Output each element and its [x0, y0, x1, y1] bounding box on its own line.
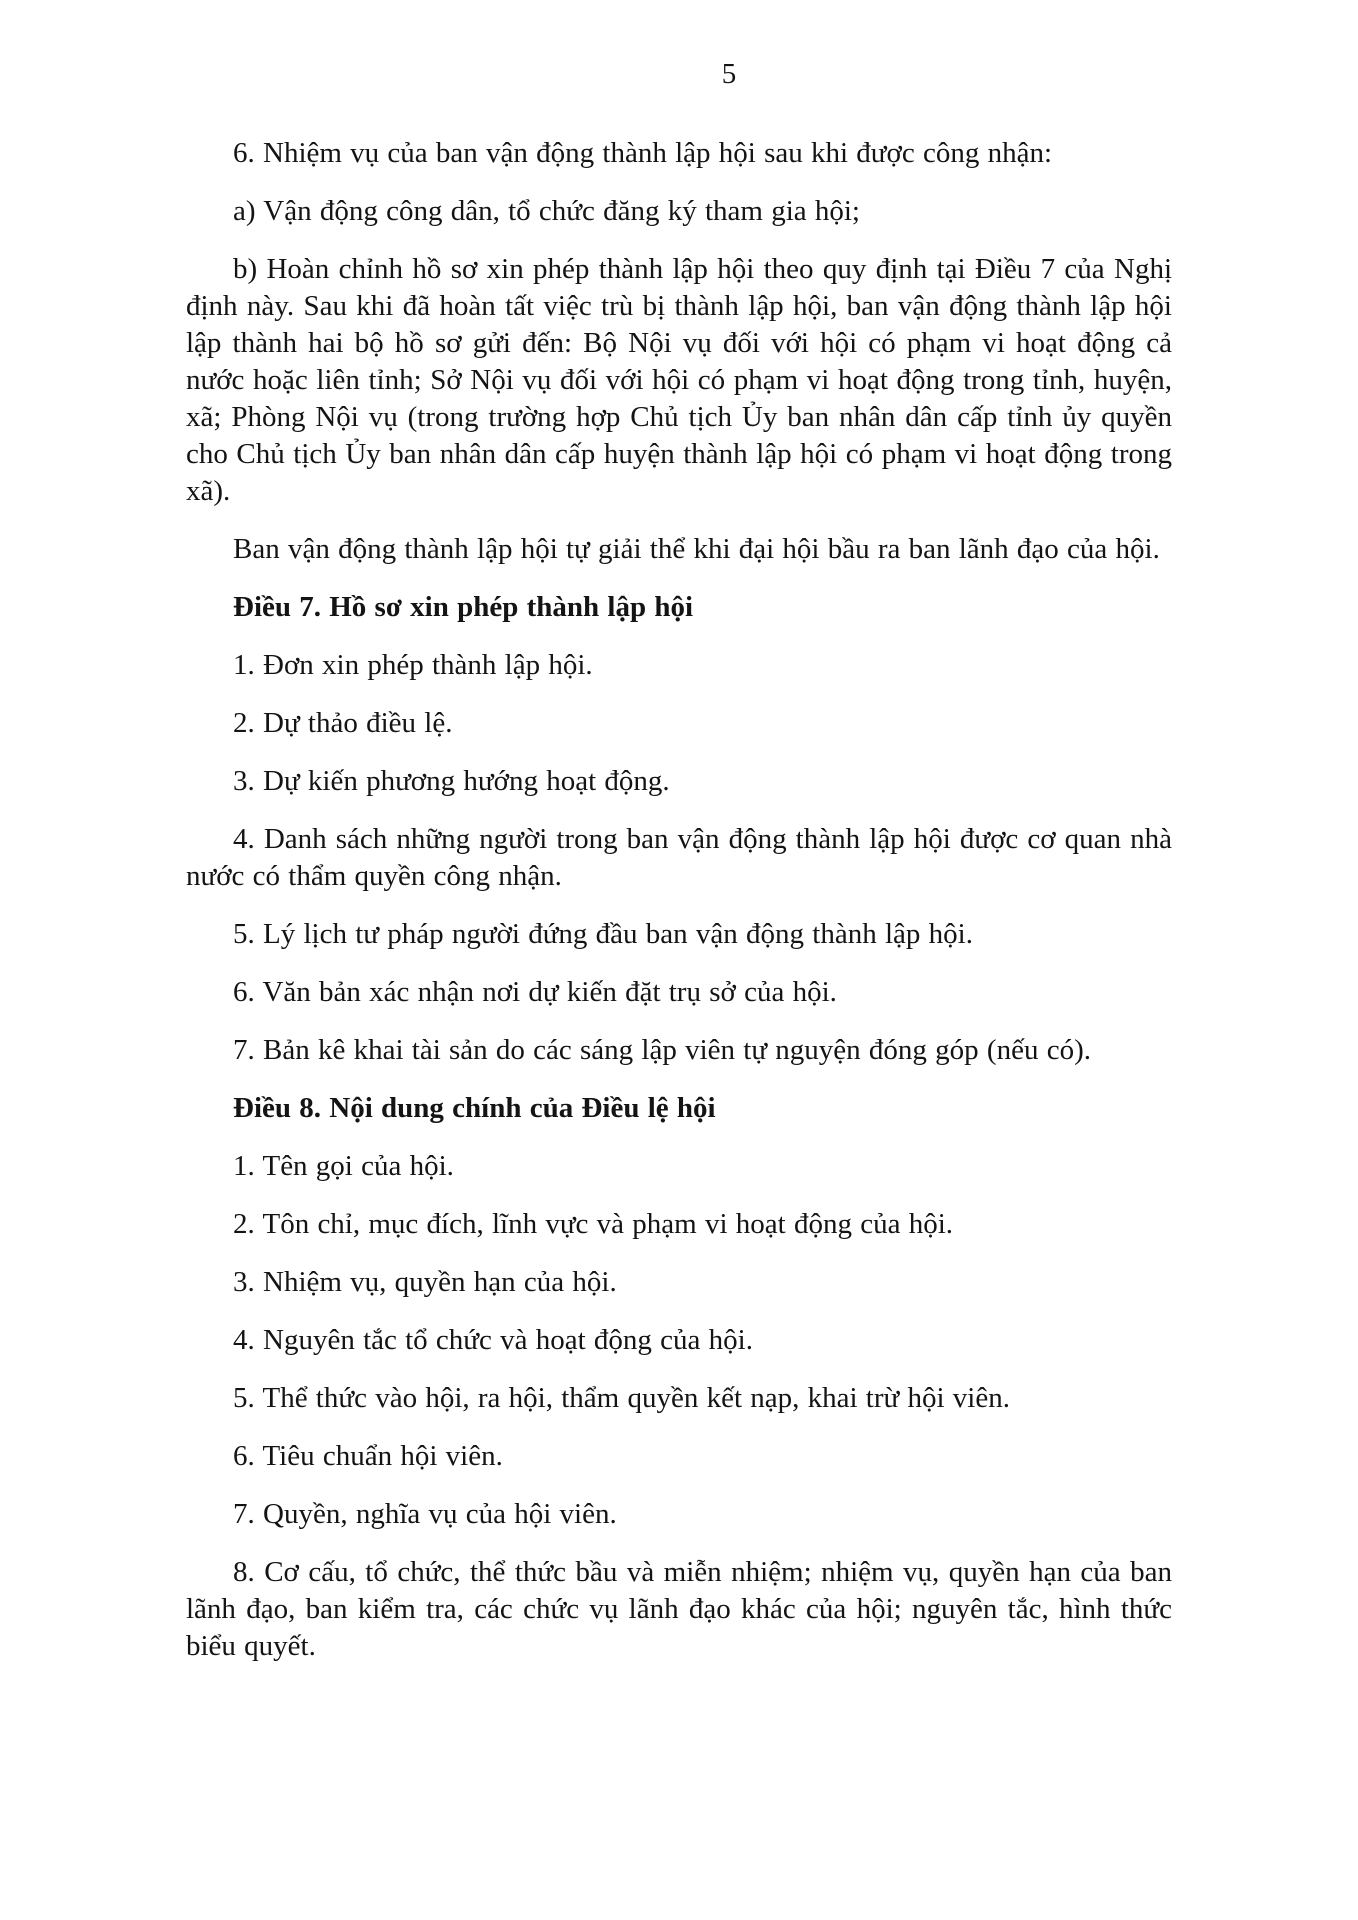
paragraph-point-b: b) Hoàn chỉnh hồ sơ xin phép thành lập hội theo quy định tại Điều 7 của Nghị định này. Sau khi đã hoàn tất việc trù bị thành lập hội, ban vận động thành lập hội lập thành hai bộ hồ sơ gửi đến: Bộ Nội vụ đối với hội có phạm vi hoạt động cả nước hoặc liên tỉnh; Sở Nội vụ đối với hội có phạm vi hoạt động trong tỉnh, huyện, xã; Phòng Nội vụ (trong trường hợp Chủ tịch Ủy ban nhân dân cấp tỉnh ủy quyền cho Chủ tịch Ủy ban nhân dân cấp huyện thành lập hội có phạm vi hoạt động trong xã).	[186, 253, 1172, 507]
heading-article-7: Điều 7. Hồ sơ xin phép thành lập hội	[233, 591, 694, 623]
article8-item-2: 2. Tôn chỉ, mục đích, lĩnh vực và phạm vi hoạt động của hội.	[233, 1208, 954, 1240]
page-number: 5	[721, 58, 737, 90]
article8-item-5: 5. Thể thức vào hội, ra hội, thẩm quyền kết nạp, khai trừ hội viên.	[233, 1382, 1010, 1414]
article8-item-8: 8. Cơ cấu, tổ chức, thể thức bầu và miễn nhiệm; nhiệm vụ, quyền hạn của ban lãnh đạo, ban kiểm tra, các chức vụ lãnh đạo khác của hội; nguyên tắc, hình thức biểu quyết.	[186, 1556, 1172, 1662]
article7-item-3: 3. Dự kiến phương hướng hoạt động.	[233, 765, 670, 797]
document-body	[186, 135, 1172, 1665]
article8-item-1: 1. Tên gọi của hội.	[233, 1150, 454, 1182]
article7-item-2: 2. Dự thảo điều lệ.	[233, 707, 453, 739]
article7-item-6: 6. Văn bản xác nhận nơi dự kiến đặt trụ sở của hội.	[233, 976, 837, 1008]
article7-item-7: 7. Bản kê khai tài sản do các sáng lập viên tự nguyện đóng góp (nếu có).	[233, 1034, 1091, 1066]
article8-item-7: 7. Quyền, nghĩa vụ của hội viên.	[233, 1498, 617, 1530]
article8-item-3: 3. Nhiệm vụ, quyền hạn của hội.	[233, 1266, 617, 1298]
article8-item-6: 6. Tiêu chuẩn hội viên.	[233, 1440, 503, 1472]
paragraph-dissolution: Ban vận động thành lập hội tự giải thể khi đại hội bầu ra ban lãnh đạo của hội.	[233, 533, 1160, 565]
article7-item-5: 5. Lý lịch tư pháp người đứng đầu ban vận động thành lập hội.	[233, 918, 973, 950]
paragraph-clause-6: 6. Nhiệm vụ của ban vận động thành lập hội sau khi được công nhận:	[233, 137, 1053, 169]
article8-item-4: 4. Nguyên tắc tổ chức và hoạt động của hội.	[233, 1324, 753, 1356]
paragraph-point-a: a) Vận động công dân, tổ chức đăng ký tham gia hội;	[233, 195, 860, 227]
article7-item-1: 1. Đơn xin phép thành lập hội.	[233, 649, 593, 681]
article7-item-4: 4. Danh sách những người trong ban vận động thành lập hội được cơ quan nhà nước có thẩm quyền công nhận.	[186, 823, 1172, 892]
heading-article-8: Điều 8. Nội dung chính của Điều lệ hội	[233, 1092, 716, 1124]
